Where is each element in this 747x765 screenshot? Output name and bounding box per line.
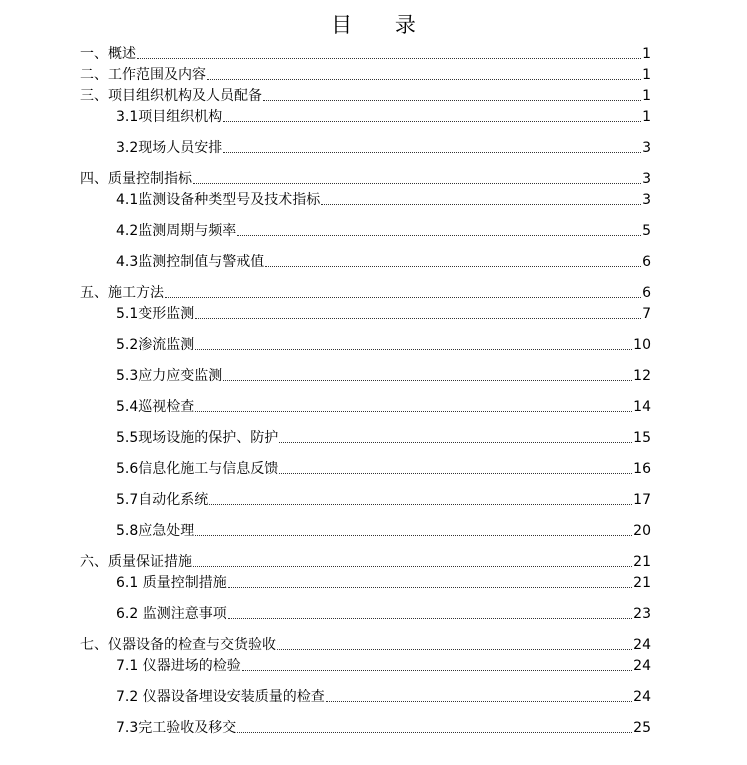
toc-dot-leader	[193, 183, 641, 184]
toc-entry-6-1[interactable]	[116, 573, 651, 591]
toc-page-number: 1	[642, 88, 651, 104]
toc-page-number: 24	[633, 658, 651, 674]
toc-entry-5-4[interactable]	[116, 397, 651, 415]
toc-dot-leader	[195, 349, 632, 350]
toc-page-number: 1	[642, 109, 651, 125]
toc-title: 目 录	[331, 13, 434, 37]
toc-dot-leader	[237, 235, 641, 236]
toc-entry-text: 5.1变形监测	[116, 306, 195, 322]
toc-page-number: 6	[642, 254, 651, 270]
toc-entry-2[interactable]	[80, 65, 651, 83]
toc-entry-text: 四、质量控制指标	[80, 171, 192, 187]
toc-entry-text: 七、仪器设备的检查与交货验收	[80, 637, 276, 653]
toc-page-number: 1	[642, 46, 651, 62]
toc-entry-text: 五、施工方法	[80, 285, 164, 301]
toc-page-number: 17	[633, 492, 651, 508]
toc-entry-5[interactable]	[80, 283, 651, 301]
toc-entry-text: 三、项目组织机构及人员配备	[80, 88, 262, 104]
toc-entry-5-1[interactable]	[116, 304, 651, 322]
toc-entry-text: 7.3完工验收及移交	[116, 720, 237, 736]
toc-entry-4-3[interactable]	[116, 252, 651, 270]
toc-page-number: 24	[633, 637, 651, 653]
toc-entry-7-3[interactable]	[116, 718, 651, 736]
toc-page-number: 3	[642, 171, 651, 187]
toc-dot-leader	[228, 587, 632, 588]
toc-entry-5-3[interactable]	[116, 366, 651, 384]
toc-dot-leader	[137, 58, 641, 59]
toc-entry-4-2[interactable]	[116, 221, 651, 239]
toc-entry-5-7[interactable]	[116, 490, 651, 508]
toc-entry-text: 4.3监测控制值与警戒值	[116, 254, 265, 270]
toc-entry-text: 二、工作范围及内容	[80, 67, 206, 83]
toc-dot-leader	[263, 100, 641, 101]
toc-page-number: 21	[633, 575, 651, 591]
toc-entry-text: 六、质量保证措施	[80, 554, 192, 570]
toc-entry-1[interactable]	[80, 44, 651, 62]
toc-entry-text: 3.2现场人员安排	[116, 140, 223, 156]
toc-entry-text: 5.4巡视检查	[116, 399, 195, 415]
toc-page-number: 6	[642, 285, 651, 301]
toc-dot-leader	[195, 318, 641, 319]
toc-entry-4-1[interactable]	[116, 190, 651, 208]
toc-page-number: 23	[633, 606, 651, 622]
toc-entry-7-1[interactable]	[116, 656, 651, 674]
toc-page-number: 1	[642, 67, 651, 83]
toc-entry-7[interactable]	[80, 635, 651, 653]
toc-entry-5-8[interactable]	[116, 521, 651, 539]
toc-dot-leader	[279, 442, 632, 443]
toc-entry-text: 7.1 仪器进场的检验	[116, 658, 241, 674]
toc-entry-text: 5.6信息化施工与信息反馈	[116, 461, 279, 477]
toc-dot-leader	[207, 79, 641, 80]
toc-entry-3-1[interactable]	[116, 107, 651, 125]
toc-entry-text: 7.2 仪器设备埋设安装质量的检查	[116, 689, 325, 705]
toc-entry-text: 4.1监测设备种类型号及技术指标	[116, 192, 321, 208]
toc-entry-text: 一、概述	[80, 46, 136, 62]
toc-page-number: 5	[642, 223, 651, 239]
toc-entry-6[interactable]	[80, 552, 651, 570]
toc-page-number: 21	[633, 554, 651, 570]
toc-page-number: 25	[633, 720, 651, 736]
toc-page-number: 12	[633, 368, 651, 384]
toc-dot-leader	[223, 121, 641, 122]
toc-page-number: 3	[642, 140, 651, 156]
toc-dot-leader	[165, 297, 641, 298]
toc-page-number: 3	[642, 192, 651, 208]
toc-page-number: 20	[633, 523, 651, 539]
toc-entry-6-2[interactable]	[116, 604, 651, 622]
toc-entry-text: 6.2 监测注意事项	[116, 606, 227, 622]
toc-entry-5-2[interactable]	[116, 335, 651, 353]
toc-dot-leader	[279, 473, 632, 474]
toc-dot-leader	[193, 566, 632, 567]
toc-page-number: 7	[642, 306, 651, 322]
toc-dot-leader	[223, 380, 632, 381]
toc-dot-leader	[277, 649, 632, 650]
toc-entry-7-2[interactable]	[116, 687, 651, 705]
toc-dot-leader	[195, 535, 632, 536]
toc-dot-leader	[209, 504, 632, 505]
toc-dot-leader	[223, 152, 641, 153]
toc-entry-text: 5.2渗流监测	[116, 337, 195, 353]
toc-entry-3-2[interactable]	[116, 138, 651, 156]
toc-entry-text: 4.2监测周期与频率	[116, 223, 237, 239]
toc-entry-text: 5.8应急处理	[116, 523, 195, 539]
toc-dot-leader	[237, 732, 632, 733]
toc-page-number: 16	[633, 461, 651, 477]
toc-page-number: 14	[633, 399, 651, 415]
toc-dot-leader	[265, 266, 641, 267]
toc-dot-leader	[228, 618, 632, 619]
toc-entry-5-5[interactable]	[116, 428, 651, 446]
toc-page-number: 10	[633, 337, 651, 353]
toc-dot-leader	[326, 701, 632, 702]
toc-entry-text: 5.5现场设施的保护、防护	[116, 430, 279, 446]
toc-entry-3[interactable]	[80, 86, 651, 104]
toc-entry-text: 3.1项目组织机构	[116, 109, 223, 125]
toc-page-number: 24	[633, 689, 651, 705]
toc-entry-4[interactable]	[80, 169, 651, 187]
toc-entry-text: 5.7自动化系统	[116, 492, 209, 508]
toc-dot-leader	[321, 204, 641, 205]
toc-entry-text: 6.1 质量控制措施	[116, 575, 227, 591]
toc-entry-5-6[interactable]	[116, 459, 651, 477]
toc-entry-text: 5.3应力应变监测	[116, 368, 223, 384]
toc-page-number: 15	[633, 430, 651, 446]
toc-dot-leader	[195, 411, 632, 412]
toc-dot-leader	[242, 670, 632, 671]
